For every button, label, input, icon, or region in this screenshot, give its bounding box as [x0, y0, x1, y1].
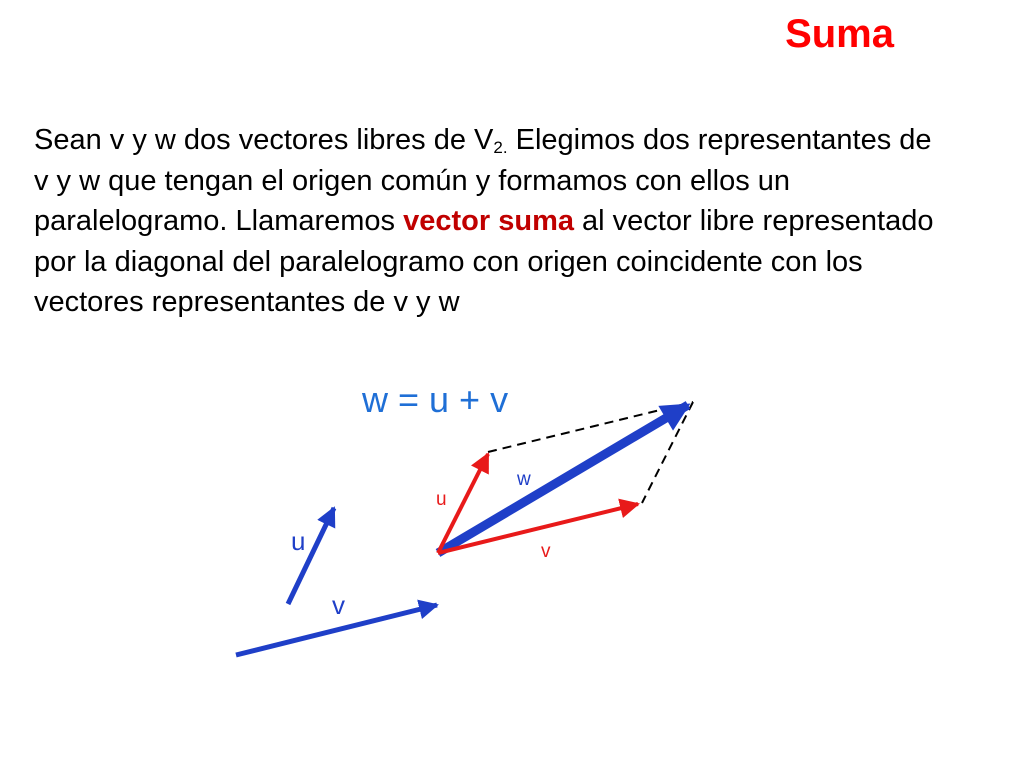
sum-vector-w-label: w: [517, 469, 531, 490]
representative-v-label: v: [541, 541, 551, 562]
parallelogram-top-side: [488, 402, 693, 452]
formula-label: w = u + v: [362, 379, 509, 420]
space-subscript: 2.: [493, 138, 508, 157]
free-vector-u-arrow: [288, 508, 334, 604]
slide-title: Suma: [785, 12, 894, 56]
representative-v-arrow: [438, 504, 638, 553]
paragraph-middle: Elegimos dos representantes de v y w que tengan el origen común y formamos con ellos un paralelogramo. Llamaremos: [34, 124, 932, 237]
representative-u-label: u: [436, 489, 447, 510]
free-vector-v-label: v: [332, 590, 345, 620]
paragraph-conclusion: al vector libre representado por la diagonal del paralelogramo con origen coincidente con los vectores representantes de v y w: [34, 205, 934, 318]
paragraph-intro: Sean v y w dos vectores libres de V: [34, 124, 494, 156]
free-vector-u-label: u: [291, 526, 306, 556]
vector-suma-term: vector suma: [403, 205, 574, 237]
